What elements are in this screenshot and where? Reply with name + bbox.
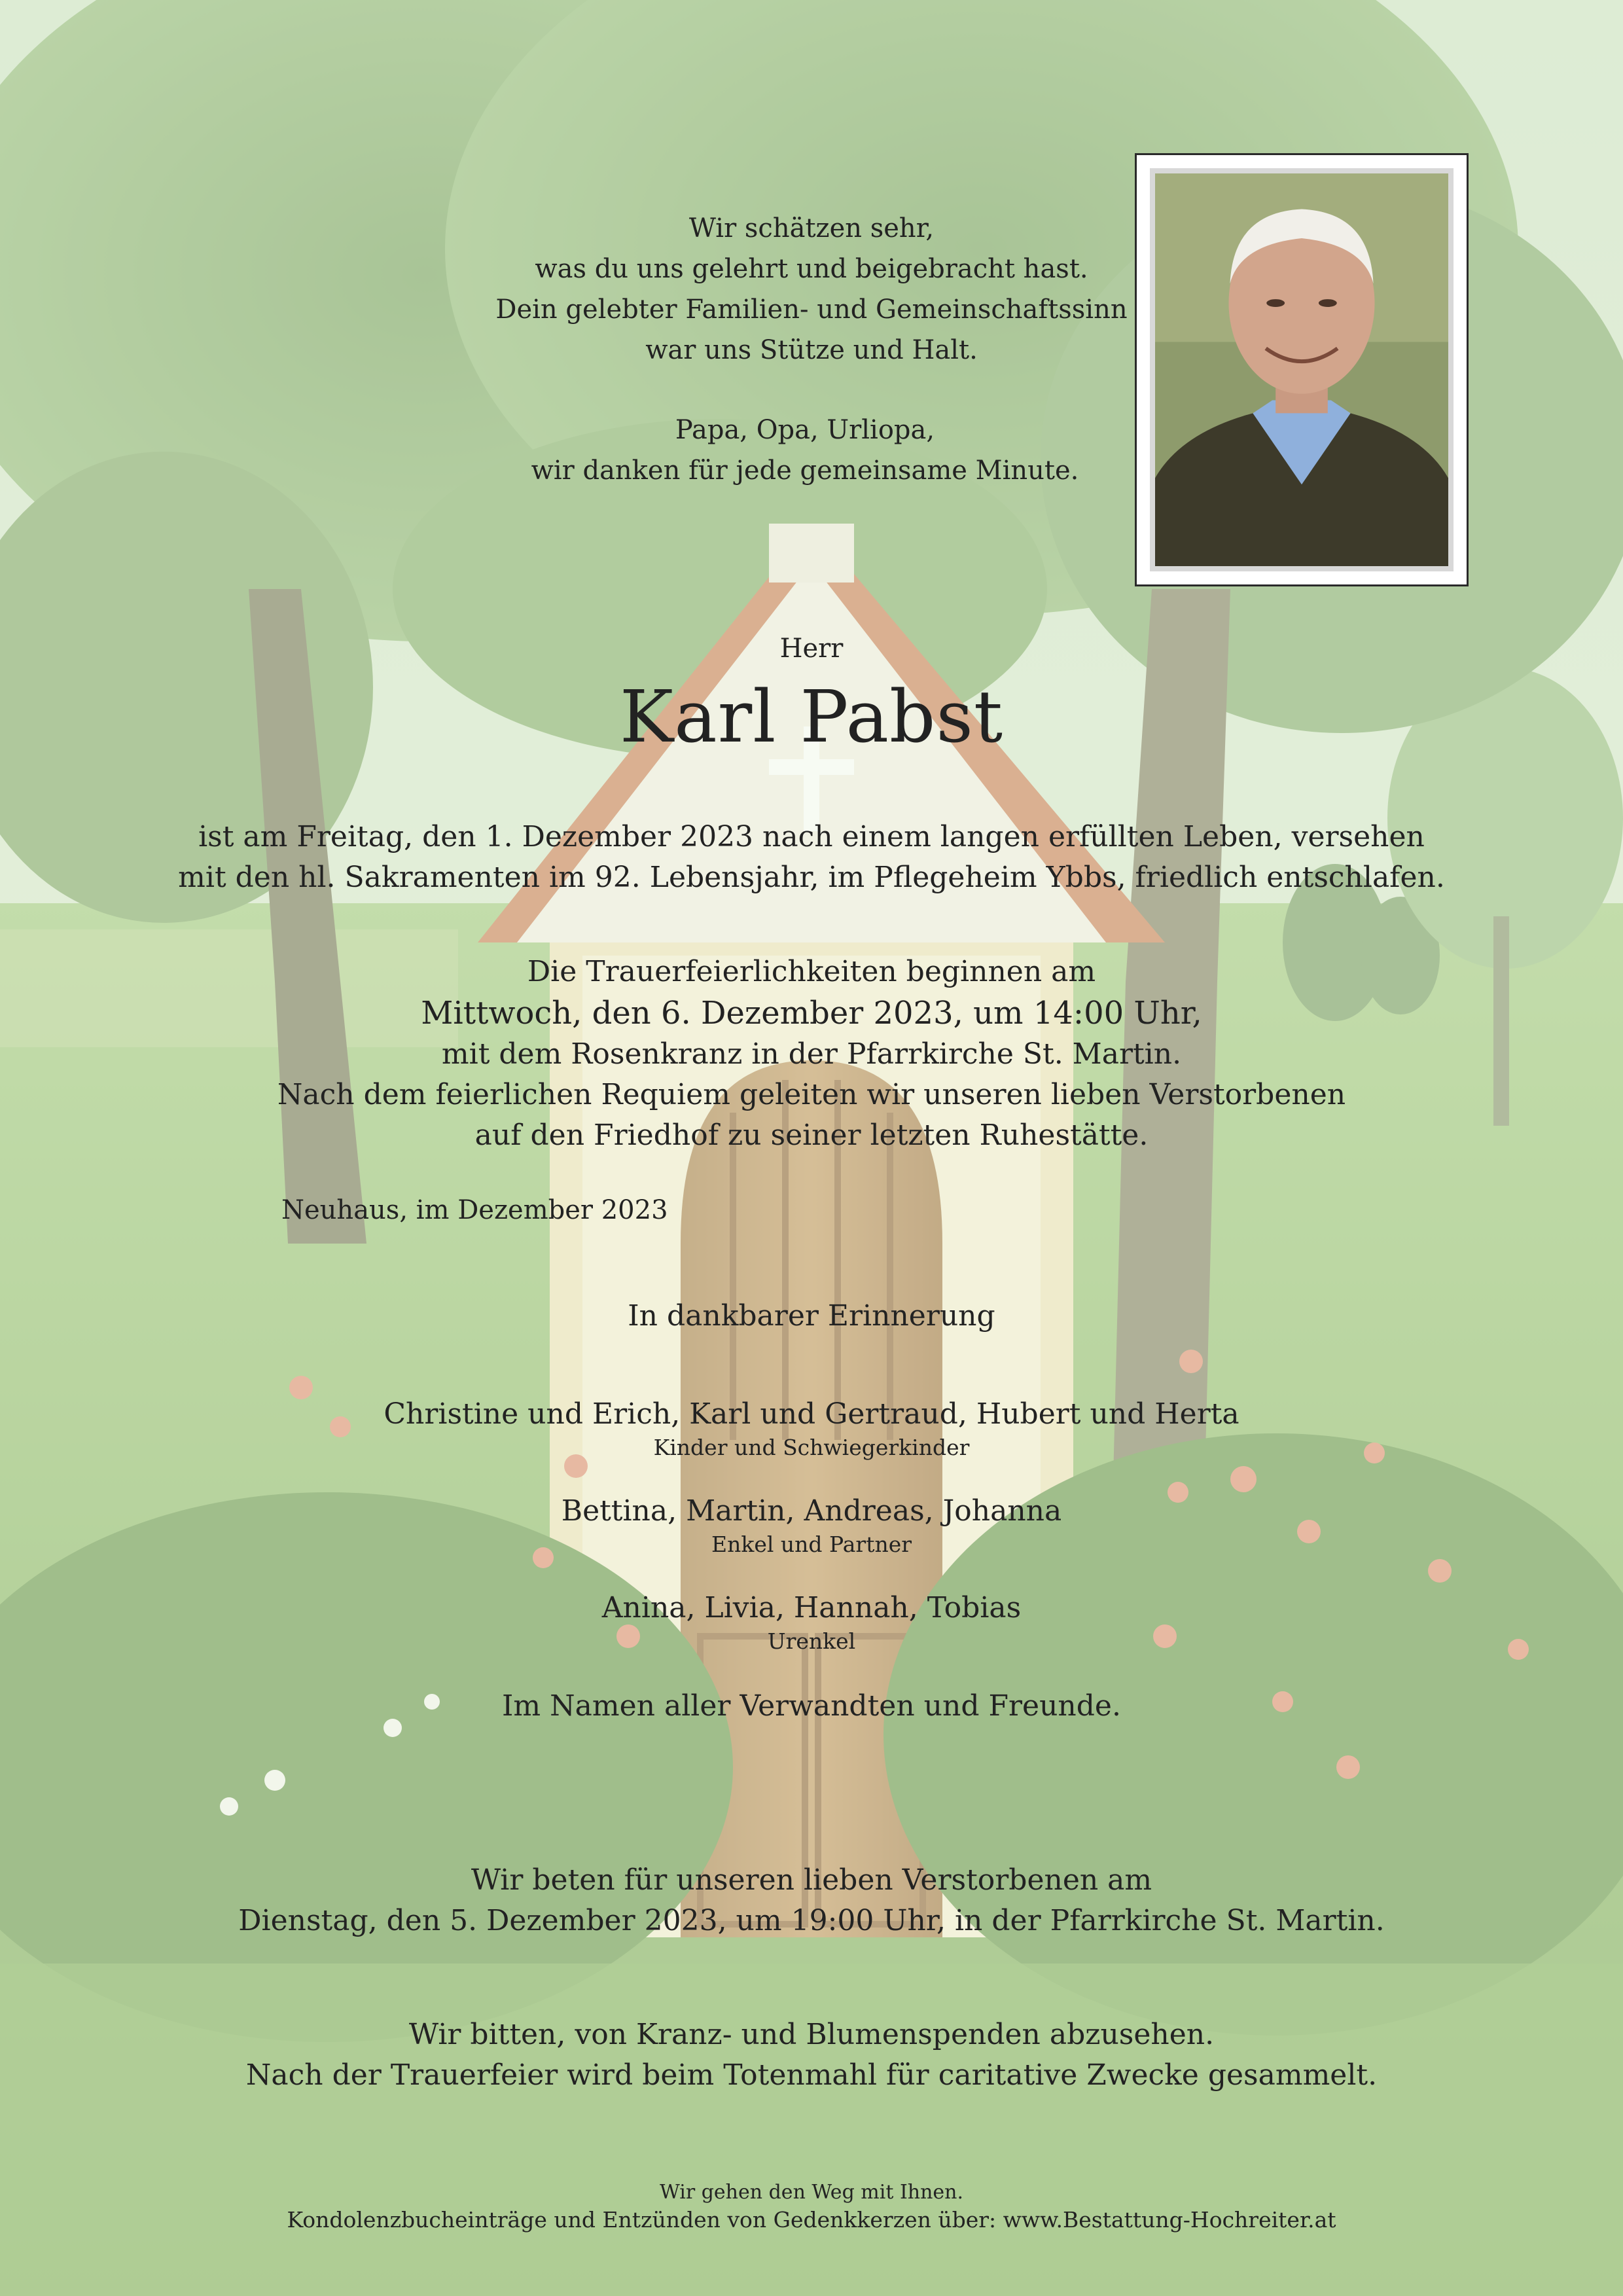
prayer-line: Wir beten für unseren lieben Verstorbenen am (471, 1863, 1152, 1897)
mourner-names: Anina, Livia, Hannah, Tobias (601, 1591, 1022, 1624)
funeral-rosary: mit dem Rosenkranz in der Pfarrkirche St. Martin. (441, 1037, 1182, 1071)
deceased-name: Karl Pabst (619, 675, 1004, 759)
footer (0, 2179, 1623, 2234)
footer-slogan: Wir gehen den Weg mit Ihnen. (659, 2181, 964, 2204)
mourner-names: Christine und Erich, Karl und Gertraud, Hubert und Herta (383, 1397, 1240, 1431)
poem-line: was du uns gelehrt und beigebracht hast. (535, 254, 1088, 284)
mourner-relation: Urenkel (767, 1628, 856, 1654)
poem-line: war uns Stütze und Halt. (645, 335, 978, 365)
donation-request (0, 2015, 1623, 2096)
funeral-date-time: Mittwoch, den 6. Dezember 2023, um 14:00 Uhr, (421, 995, 1202, 1031)
prayer-line: Dienstag, den 5. Dezember 2023, um 19:00 Uhr, in der Pfarrkirche St. Martin. (238, 1904, 1385, 1937)
death-notice-line: ist am Freitag, den 1. Dezember 2023 nach einem langen erfüllten Leben, versehen (198, 820, 1425, 853)
mourner-names: Bettina, Martin, Andreas, Johanna (561, 1494, 1062, 1528)
request-line: Nach der Trauerfeier wird beim Totenmahl für caritative Zwecke gesammelt. (245, 2058, 1378, 2092)
death-notice (0, 817, 1623, 898)
mourner-relation: Kinder und Schwiegerkinder (653, 1435, 970, 1460)
salutation: Herr (779, 634, 844, 664)
funeral-details (0, 952, 1623, 1156)
funeral-cemetery: auf den Friedhof zu seiner letzten Ruhestätte. (474, 1119, 1149, 1152)
mourner-group (0, 1492, 1623, 1559)
mourner-group (0, 1395, 1623, 1462)
poem-line: Wir schätzen sehr, (688, 213, 935, 243)
poem (0, 208, 1623, 370)
place-date: Neuhaus, im Dezember 2023 (281, 1195, 668, 1225)
funeral-intro: Die Trauerfeierlichkeiten beginnen am (527, 955, 1096, 988)
funeral-requiem: Nach dem feierlichen Requiem geleiten wir unseren lieben Verstorbenen (277, 1078, 1346, 1111)
footer-website-note: Kondolenzbucheinträge und Entzünden von Gedenkkerzen über: www.Bestattung-Hochreiter.at (287, 2207, 1336, 2233)
poem-dedication (0, 410, 1616, 491)
mourner-relation: Enkel und Partner (711, 1532, 912, 1557)
death-notice-line: mit den hl. Sakramenten im 92. Lebensjahr, im Pflegeheim Ybbs, friedlich entschlafen. (178, 861, 1445, 894)
all-relatives: Im Namen aller Verwandten und Freunde. (502, 1689, 1121, 1723)
gratitude-heading: In dankbarer Erinnerung (628, 1299, 995, 1333)
poem-line: Dein gelebter Familien- und Gemeinschaftssinn (495, 295, 1128, 325)
prayer-notice (0, 1860, 1623, 1941)
poem-line: Papa, Opa, Urliopa, (675, 415, 935, 445)
request-line: Wir bitten, von Kranz- und Blumenspenden abzusehen. (408, 2018, 1215, 2051)
poem-line: wir danken für jede gemeinsame Minute. (531, 456, 1079, 486)
mourner-group (0, 1589, 1623, 1656)
